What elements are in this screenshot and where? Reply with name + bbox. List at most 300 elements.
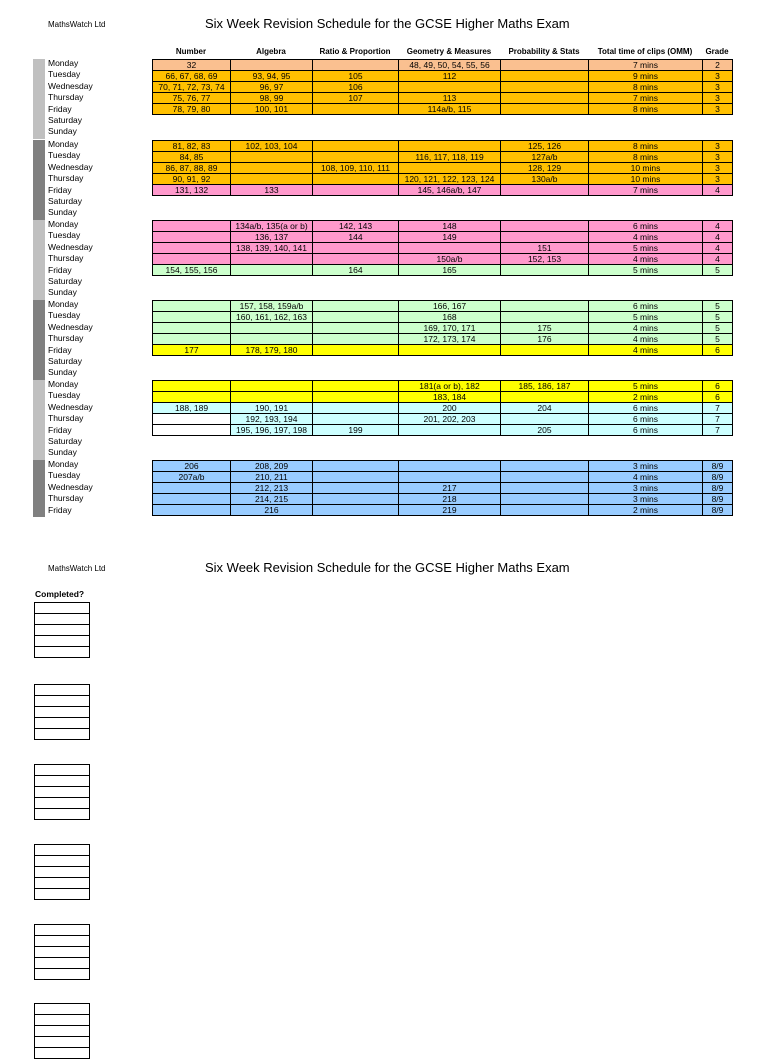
completed-checkbox[interactable] [35, 1037, 90, 1048]
cell-ratio [313, 403, 399, 414]
day-label-monday: Monday [48, 139, 79, 149]
cell-probability [501, 221, 589, 232]
table-row [153, 185, 733, 196]
completed-checkbox[interactable] [35, 936, 90, 947]
week-1-table [152, 59, 733, 115]
cell-ratio [313, 461, 399, 472]
cell-number: 84, 85 [153, 152, 231, 163]
cell-algebra: 212, 213 [231, 483, 313, 494]
table-row [153, 403, 733, 414]
day-label-monday: Monday [48, 379, 79, 389]
cell-ratio [313, 472, 399, 483]
cell-number [153, 414, 231, 425]
cell-algebra: 208, 209 [231, 461, 313, 472]
cell-probability [501, 494, 589, 505]
cell-probability [501, 472, 589, 483]
table-row [153, 232, 733, 243]
cell-algebra: 100, 101 [231, 104, 313, 115]
cell-geometry: 150a/b [399, 254, 501, 265]
table-row [153, 93, 733, 104]
day-label-friday: Friday [48, 344, 72, 355]
cell-algebra: 134a/b, 135(a or b) [231, 221, 313, 232]
cell-total-time: 7 mins [589, 60, 703, 71]
cell-number [153, 425, 231, 436]
cell-number: 207a/b [153, 472, 231, 483]
cell-algebra: 96, 97 [231, 82, 313, 93]
cell-grade: 8/9 [703, 472, 733, 483]
cell-grade: 4 [703, 221, 733, 232]
cell-ratio [313, 243, 399, 254]
day-label-wednesday: Wednesday [48, 481, 93, 492]
week-3-bar [33, 220, 45, 300]
cell-probability [501, 461, 589, 472]
page-title: Six Week Revision Schedule for the GCSE Higher Maths Exam [205, 16, 570, 31]
cell-ratio [313, 141, 399, 152]
cell-probability [501, 93, 589, 104]
cell-total-time: 6 mins [589, 414, 703, 425]
cell-geometry [399, 243, 501, 254]
cell-algebra [231, 152, 313, 163]
table-row [153, 472, 733, 483]
cell-grade: 6 [703, 345, 733, 356]
cell-algebra [231, 381, 313, 392]
cell-algebra: 195, 196, 197, 198 [231, 425, 313, 436]
cell-total-time: 4 mins [589, 254, 703, 265]
cell-probability [501, 392, 589, 403]
cell-number [153, 301, 231, 312]
cell-geometry: 112 [399, 71, 501, 82]
cell-probability [501, 185, 589, 196]
cell-total-time: 9 mins [589, 71, 703, 82]
cell-number [153, 254, 231, 265]
completed-checkbox[interactable] [35, 614, 90, 625]
day-label-thursday: Thursday [48, 493, 84, 504]
cell-total-time: 5 mins [589, 312, 703, 323]
completed-checkbox[interactable] [35, 947, 90, 958]
completed-checkbox[interactable] [35, 867, 90, 878]
col-header-grade: Grade [705, 47, 729, 56]
cell-number: 188, 189 [153, 403, 231, 414]
cell-ratio [313, 392, 399, 403]
cell-probability [501, 345, 589, 356]
day-label-monday: Monday [48, 459, 79, 469]
cell-geometry: 166, 167 [399, 301, 501, 312]
cell-total-time: 2 mins [589, 505, 703, 516]
cell-total-time: 5 mins [589, 381, 703, 392]
cell-algebra [231, 174, 313, 185]
completed-checkbox[interactable] [35, 1026, 90, 1037]
cell-probability [501, 104, 589, 115]
cell-probability: 130a/b [501, 174, 589, 185]
cell-geometry: 48, 49, 50, 54, 55, 56 [399, 60, 501, 71]
cell-algebra: 178, 179, 180 [231, 345, 313, 356]
table-row [153, 301, 733, 312]
cell-geometry: 218 [399, 494, 501, 505]
table-row [153, 265, 733, 276]
cell-probability: 125, 126 [501, 141, 589, 152]
week-6-bar [33, 460, 45, 517]
completed-checkbox[interactable] [35, 958, 90, 969]
day-label-sunday: Sunday [48, 126, 77, 137]
cell-grade: 3 [703, 163, 733, 174]
cell-ratio: 142, 143 [313, 221, 399, 232]
table-row [153, 505, 733, 516]
cell-ratio [313, 505, 399, 516]
cell-total-time: 4 mins [589, 472, 703, 483]
cell-geometry: 165 [399, 265, 501, 276]
table-row [153, 494, 733, 505]
cell-grade: 8/9 [703, 505, 733, 516]
cell-geometry [399, 472, 501, 483]
cell-ratio [313, 185, 399, 196]
completed-checklist-week-1 [34, 602, 90, 658]
cell-grade: 3 [703, 93, 733, 104]
cell-algebra: 138, 139, 140, 141 [231, 243, 313, 254]
cell-total-time: 4 mins [589, 345, 703, 356]
cell-grade: 8/9 [703, 461, 733, 472]
cell-probability [501, 414, 589, 425]
cell-geometry: 168 [399, 312, 501, 323]
table-row [153, 141, 733, 152]
cell-ratio [313, 414, 399, 425]
cell-algebra: 216 [231, 505, 313, 516]
cell-probability [501, 82, 589, 93]
cell-algebra [231, 334, 313, 345]
cell-number: 206 [153, 461, 231, 472]
cell-number: 70, 71, 72, 73, 74 [153, 82, 231, 93]
cell-probability [501, 71, 589, 82]
cell-grade: 3 [703, 152, 733, 163]
cell-ratio [313, 483, 399, 494]
cell-probability [501, 312, 589, 323]
cell-ratio: 105 [313, 71, 399, 82]
cell-number [153, 334, 231, 345]
col-header-ratio: Ratio & Proportion [319, 47, 391, 56]
cell-algebra: 157, 158, 159a/b [231, 301, 313, 312]
cell-geometry: 120, 121, 122, 123, 124 [399, 174, 501, 185]
table-row [153, 483, 733, 494]
cell-total-time: 6 mins [589, 425, 703, 436]
cell-algebra: 210, 211 [231, 472, 313, 483]
cell-grade: 7 [703, 414, 733, 425]
cell-total-time: 3 mins [589, 483, 703, 494]
cell-grade: 5 [703, 312, 733, 323]
cell-grade: 3 [703, 82, 733, 93]
cell-geometry: 113 [399, 93, 501, 104]
cell-ratio: 164 [313, 265, 399, 276]
cell-geometry: 172, 173, 174 [399, 334, 501, 345]
cell-probability [501, 483, 589, 494]
col-header-algebra: Algebra [256, 47, 286, 56]
cell-grade: 3 [703, 141, 733, 152]
cell-number: 78, 79, 80 [153, 104, 231, 115]
cell-grade: 3 [703, 174, 733, 185]
day-label-friday: Friday [48, 103, 72, 114]
cell-ratio [313, 301, 399, 312]
cell-ratio: 199 [313, 425, 399, 436]
completed-checkbox[interactable] [35, 625, 90, 636]
cell-geometry: 181(a or b), 182 [399, 381, 501, 392]
cell-ratio [313, 334, 399, 345]
cell-probability: 151 [501, 243, 589, 254]
cell-probability: 175 [501, 323, 589, 334]
completed-checkbox[interactable] [35, 787, 90, 798]
table-row [153, 323, 733, 334]
cell-number [153, 483, 231, 494]
cell-number [153, 381, 231, 392]
completed-checkbox[interactable] [35, 707, 90, 718]
cell-number: 75, 76, 77 [153, 93, 231, 104]
cell-total-time: 8 mins [589, 104, 703, 115]
cell-probability: 152, 153 [501, 254, 589, 265]
cell-geometry [399, 82, 501, 93]
completed-checkbox[interactable] [35, 765, 90, 776]
table-row [153, 414, 733, 425]
cell-grade: 4 [703, 185, 733, 196]
cell-geometry [399, 163, 501, 174]
week-4-bar [33, 300, 45, 380]
table-row [153, 71, 733, 82]
cell-algebra [231, 392, 313, 403]
table-row [153, 104, 733, 115]
cell-algebra: 133 [231, 185, 313, 196]
week-5-bar [33, 380, 45, 460]
cell-probability [501, 505, 589, 516]
day-label-monday: Monday [48, 58, 79, 68]
day-label-tuesday: Tuesday [48, 230, 81, 241]
cell-geometry [399, 425, 501, 436]
column-header-row [0, 47, 768, 57]
cell-total-time: 10 mins [589, 163, 703, 174]
cell-algebra: 160, 161, 162, 163 [231, 312, 313, 323]
completed-checkbox[interactable] [35, 729, 90, 740]
week-4-table [152, 300, 733, 356]
completed-checkbox[interactable] [35, 845, 90, 856]
cell-number [153, 312, 231, 323]
cell-number: 177 [153, 345, 231, 356]
col-header-probability: Probability & Stats [508, 47, 580, 56]
day-label-friday: Friday [48, 424, 72, 435]
cell-geometry: 114a/b, 115 [399, 104, 501, 115]
cell-grade: 6 [703, 392, 733, 403]
cell-grade: 4 [703, 232, 733, 243]
day-label-thursday: Thursday [48, 413, 84, 424]
completed-checkbox[interactable] [35, 798, 90, 809]
day-label-thursday: Thursday [48, 92, 84, 103]
table-row [153, 425, 733, 436]
cell-ratio [313, 345, 399, 356]
cell-probability: 185, 186, 187 [501, 381, 589, 392]
day-label-tuesday: Tuesday [48, 390, 81, 401]
completed-checkbox[interactable] [35, 685, 90, 696]
cell-geometry: 169, 170, 171 [399, 323, 501, 334]
cell-number: 66, 67, 68, 69 [153, 71, 231, 82]
cell-grade: 5 [703, 265, 733, 276]
cell-probability: 127a/b [501, 152, 589, 163]
cell-total-time: 10 mins [589, 174, 703, 185]
completed-checklist-week-5 [34, 924, 90, 980]
completed-checklist-week-2 [34, 684, 90, 740]
completed-checkbox[interactable] [35, 925, 90, 936]
cell-number [153, 505, 231, 516]
week-5-table [152, 380, 733, 436]
completed-checkbox[interactable] [35, 776, 90, 787]
completed-checklist-week-3 [34, 764, 90, 820]
completed-checkbox[interactable] [35, 1048, 90, 1059]
day-label-saturday: Saturday [48, 196, 83, 206]
completed-checklist-week-4 [34, 844, 90, 900]
cell-ratio [313, 152, 399, 163]
table-row [153, 60, 733, 71]
table-row [153, 243, 733, 254]
cell-algebra: 93, 94, 95 [231, 71, 313, 82]
table-row [153, 221, 733, 232]
cell-probability [501, 265, 589, 276]
day-label-wednesday: Wednesday [48, 80, 93, 91]
cell-algebra [231, 254, 313, 265]
cell-ratio: 144 [313, 232, 399, 243]
table-row [153, 345, 733, 356]
completed-checkbox[interactable] [35, 603, 90, 614]
cell-algebra: 214, 215 [231, 494, 313, 505]
cell-probability [501, 232, 589, 243]
cell-total-time: 8 mins [589, 141, 703, 152]
completed-checkbox[interactable] [35, 878, 90, 889]
cell-grade: 4 [703, 254, 733, 265]
cell-total-time: 7 mins [589, 93, 703, 104]
table-row [153, 312, 733, 323]
cell-ratio [313, 254, 399, 265]
cell-algebra [231, 323, 313, 334]
cell-probability: 176 [501, 334, 589, 345]
day-label-saturday: Saturday [48, 356, 83, 366]
cell-total-time: 5 mins [589, 265, 703, 276]
day-label-thursday: Thursday [48, 173, 84, 184]
cell-total-time: 4 mins [589, 334, 703, 345]
cell-algebra: 190, 191 [231, 403, 313, 414]
day-label-wednesday: Wednesday [48, 321, 93, 332]
day-label-monday: Monday [48, 219, 79, 229]
cell-probability: 204 [501, 403, 589, 414]
cell-grade: 2 [703, 60, 733, 71]
day-label-saturday: Saturday [48, 276, 83, 286]
cell-number: 81, 82, 83 [153, 141, 231, 152]
cell-number [153, 392, 231, 403]
cell-probability: 205 [501, 425, 589, 436]
cell-grade: 7 [703, 403, 733, 414]
table-row [153, 334, 733, 345]
week-2-table [152, 140, 733, 196]
cell-ratio [313, 312, 399, 323]
week-6-table [152, 460, 733, 516]
cell-grade: 8/9 [703, 483, 733, 494]
cell-probability [501, 60, 589, 71]
cell-algebra: 98, 99 [231, 93, 313, 104]
cell-algebra [231, 265, 313, 276]
day-label-saturday: Saturday [48, 436, 83, 446]
day-label-monday: Monday [48, 299, 79, 309]
cell-grade: 6 [703, 381, 733, 392]
cell-grade: 3 [703, 104, 733, 115]
completed-checkbox[interactable] [35, 809, 90, 820]
cell-ratio [313, 494, 399, 505]
completed-checkbox[interactable] [35, 1004, 90, 1015]
cell-total-time: 8 mins [589, 152, 703, 163]
cell-total-time: 4 mins [589, 232, 703, 243]
week-2-bar [33, 140, 45, 220]
cell-total-time: 5 mins [589, 243, 703, 254]
cell-total-time: 6 mins [589, 221, 703, 232]
cell-total-time: 7 mins [589, 185, 703, 196]
cell-number: 86, 87, 88, 89 [153, 163, 231, 174]
cell-total-time: 4 mins [589, 323, 703, 334]
day-label-friday: Friday [48, 184, 72, 195]
page2-title: Six Week Revision Schedule for the GCSE Higher Maths Exam [205, 560, 570, 575]
table-row [153, 174, 733, 185]
week-3-table [152, 220, 733, 276]
day-label-wednesday: Wednesday [48, 241, 93, 252]
completed-checklist-week-6 [34, 1003, 90, 1059]
day-label-sunday: Sunday [48, 207, 77, 218]
cell-ratio [313, 60, 399, 71]
col-header-number: Number [175, 47, 207, 56]
table-row [153, 163, 733, 174]
cell-grade: 5 [703, 323, 733, 334]
completed-label: Completed? [35, 589, 85, 599]
completed-checkbox[interactable] [35, 718, 90, 729]
day-label-sunday: Sunday [48, 367, 77, 378]
completed-checkbox[interactable] [35, 889, 90, 900]
cell-geometry: 149 [399, 232, 501, 243]
table-row [153, 461, 733, 472]
day-label-friday: Friday [48, 504, 72, 515]
cell-geometry [399, 345, 501, 356]
cell-geometry: 200 [399, 403, 501, 414]
cell-algebra: 192, 193, 194 [231, 414, 313, 425]
completed-checkbox[interactable] [35, 636, 90, 647]
completed-checkbox[interactable] [35, 696, 90, 707]
cell-grade: 3 [703, 71, 733, 82]
cell-geometry [399, 461, 501, 472]
day-label-sunday: Sunday [48, 447, 77, 458]
cell-ratio [313, 104, 399, 115]
cell-ratio: 106 [313, 82, 399, 93]
completed-checkbox[interactable] [35, 969, 90, 980]
table-row [153, 82, 733, 93]
cell-algebra [231, 60, 313, 71]
completed-checkbox[interactable] [35, 647, 90, 658]
cell-algebra: 102, 103, 104 [231, 141, 313, 152]
cell-grade: 7 [703, 425, 733, 436]
cell-total-time: 6 mins [589, 403, 703, 414]
cell-total-time: 3 mins [589, 494, 703, 505]
page2-brand-name: MathsWatch Ltd [48, 564, 106, 573]
cell-ratio [313, 381, 399, 392]
cell-total-time: 3 mins [589, 461, 703, 472]
brand-name: MathsWatch Ltd [48, 20, 106, 29]
cell-geometry: 116, 117, 118, 119 [399, 152, 501, 163]
completed-checkbox[interactable] [35, 856, 90, 867]
table-row [153, 392, 733, 403]
cell-ratio [313, 323, 399, 334]
cell-geometry: 201, 202, 203 [399, 414, 501, 425]
cell-number [153, 243, 231, 254]
day-label-tuesday: Tuesday [48, 470, 81, 481]
cell-geometry: 219 [399, 505, 501, 516]
cell-geometry [399, 141, 501, 152]
cell-number: 90, 91, 92 [153, 174, 231, 185]
col-header-total-time: Total time of clips (OMM) [597, 47, 693, 56]
